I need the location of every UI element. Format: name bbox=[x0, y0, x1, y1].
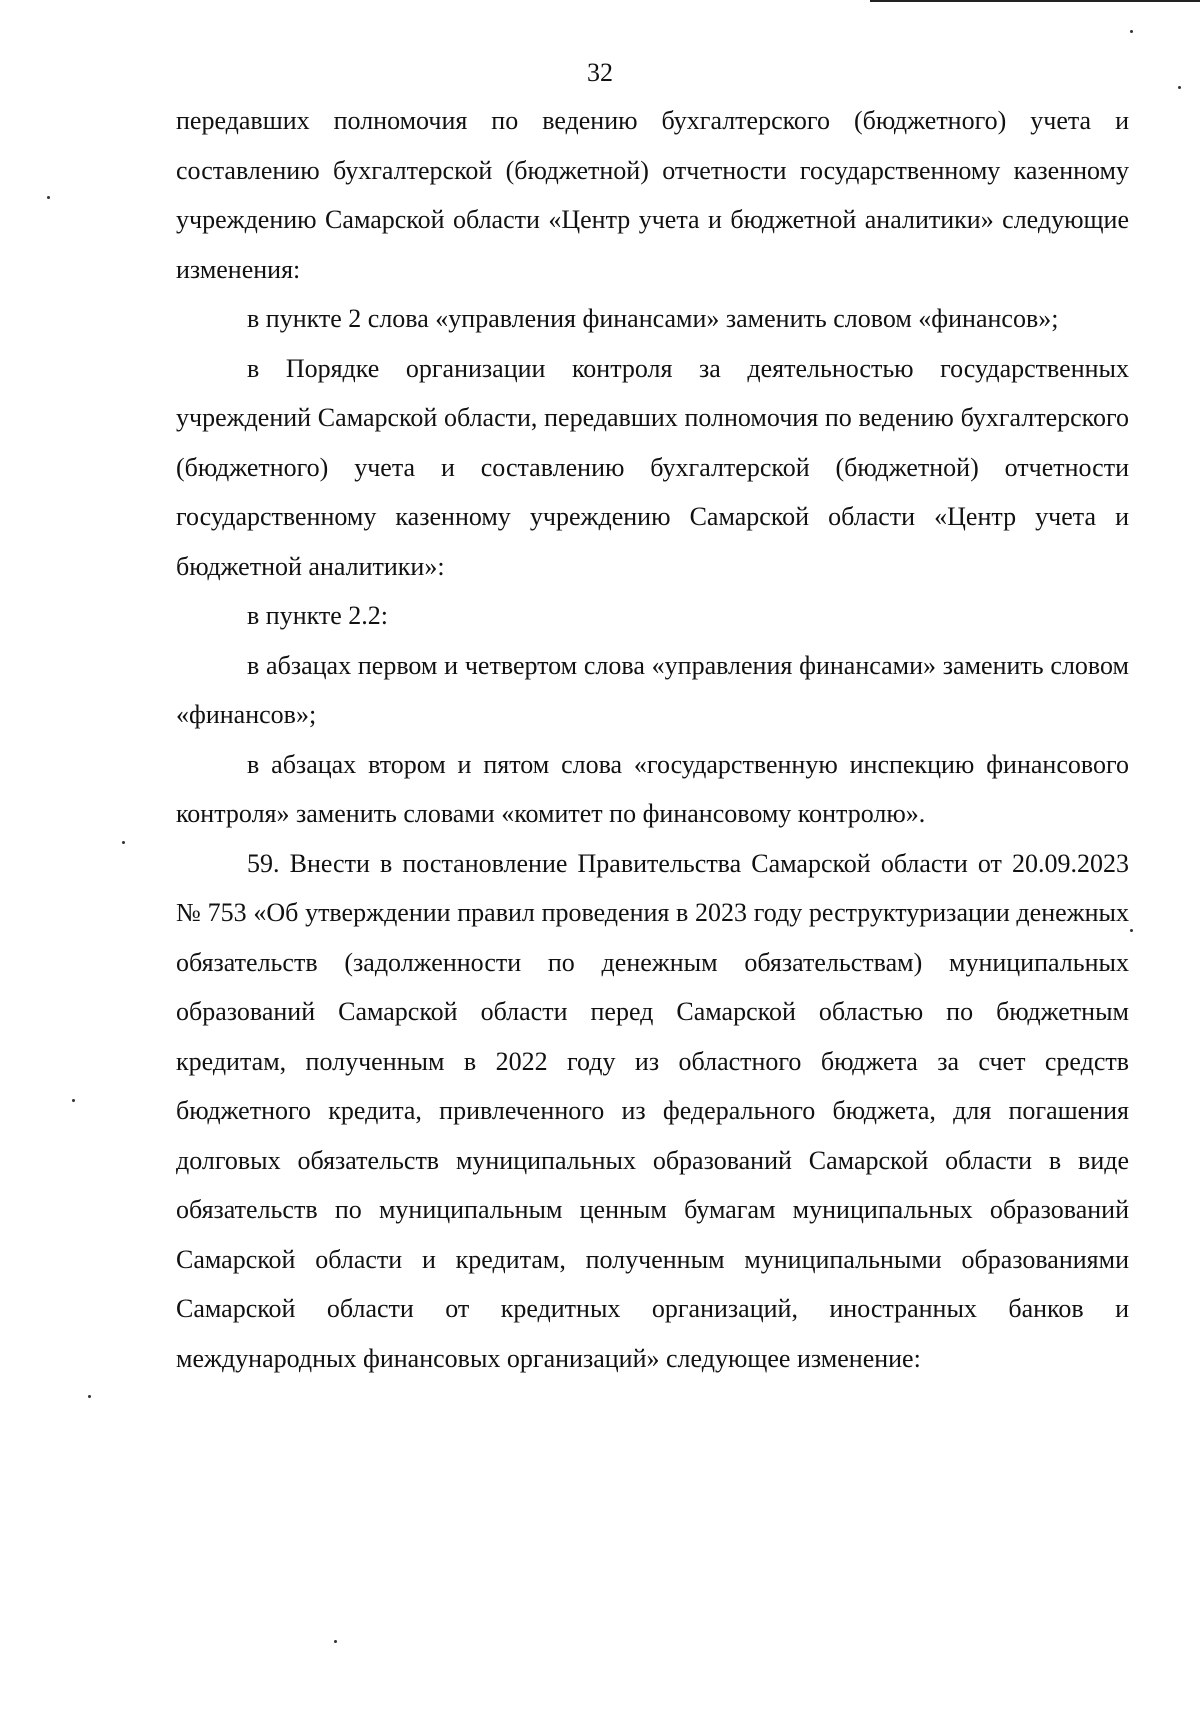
scan-speck bbox=[72, 1099, 75, 1102]
paragraph: в абзацах первом и четвертом слова «управления финансами» заменить словом «финансов»; bbox=[176, 650, 1129, 729]
paragraph: в пункте 2.2: bbox=[247, 601, 389, 630]
paragraph: 59. Внести в постановление Правительства Самарской области от 20.09.2023 № 753 «Об утверждении правил проведения в 2023 году реструктуризации денежных обязательств (задолженности по денежным обязательствам) муниципальных образований Самарской области перед Самарской областью по бюджетным кредитам, полученным в 2022 году из областного бюджета за счет средств бюджетного кредита, привлеченного из федерального бюджета, для погашения долговых обязательств муниципальных образований Самарской области в виде обязательств по муниципальным ценным бумагам муниципальных образований Самарской области и кредитам, полученным муниципальными образованиями Самарской области от кредитных организаций, иностранных банков и международных финансовых организаций» следующее изменение: bbox=[176, 848, 1129, 1373]
scan-speck bbox=[47, 196, 50, 199]
paragraph: в пункте 2 слова «управления финансами» заменить словом «финансов»; bbox=[247, 304, 1059, 333]
paragraph: передавших полномочия по ведению бухгалтерского (бюджетного) учета и составлению бухгалтерской (бюджетной) отчетности государственному казенному учреждению Самарской области «Центр учета и бюджетной аналитики» следующие изменения: bbox=[176, 106, 1129, 284]
paragraph: в Порядке организации контроля за деятельностью государственных учреждений Самарской области, передавших полномочия по ведению бухгалтерского (бюджетного) учета и составлению бухгалтерской (бюджетной) отчетности государственному казенному учреждению Самарской области «Центр учета и бюджетной аналитики»: bbox=[176, 353, 1129, 581]
scan-speck bbox=[88, 1395, 91, 1398]
document-body bbox=[176, 96, 1129, 1383]
scan-speck bbox=[122, 841, 125, 844]
scan-speck bbox=[1130, 929, 1133, 932]
scan-edge-line bbox=[870, 0, 1200, 2]
scan-speck bbox=[334, 1640, 337, 1643]
paragraph: в абзацах втором и пятом слова «государственную инспекцию финансового контроля» заменить словами «комитет по финансовому контролю». bbox=[176, 749, 1129, 828]
scan-speck bbox=[1130, 30, 1133, 33]
page-number: 32 bbox=[587, 58, 613, 87]
